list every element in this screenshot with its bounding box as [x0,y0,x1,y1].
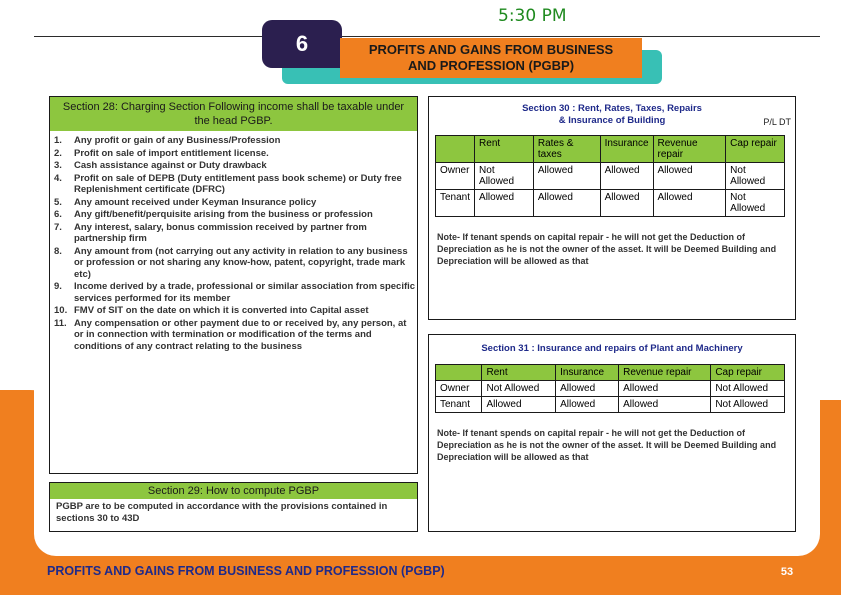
handwritten-time: 5:30 PM [498,6,567,26]
margin-note: P/L DT [763,117,791,127]
list-item: 1. Any profit or gain of any Business/Profession [54,135,281,146]
section29-box [49,482,418,532]
section28-box [49,96,418,474]
section30-note: Note- If tenant spends on capital repair - he will not get the Deduction of Depreciation as he is not the owner of the asset. It will be Deemed Building and Depreciation will be allowed as that [437,232,777,266]
table-header-row: Rent Insurance Revenue repair Cap repair [436,365,785,381]
table-row: Owner Not Allowed Allowed Allowed Not Allowed [436,381,785,397]
chapter-title-line2: AND PROFESSION (PGBP) [407,58,575,73]
section30-table [435,135,785,217]
table-row: Tenant Allowed Allowed Allowed Not Allowed [436,397,785,413]
list-item: 6. Any gift/benefit/perquisite arising from the business or profession [54,209,373,220]
section29-heading: Section 29: How to compute PGBP [50,483,417,499]
table-row: Owner Not Allowed Allowed Allowed Allowed Not Allowed [436,163,785,190]
table-header-row: Rent Rates & taxes Insurance Revenue repair Cap repair [436,136,785,163]
table-row: Tenant Allowed Allowed Allowed Allowed Not Allowed [436,190,785,217]
section29-text: PGBP are to be computed in accordance with the provisions contained in sections 30 to 43D [56,501,388,524]
list-item: 11. Any compensation or other payment due to or received by, any person, at or in connection with termination or modification of the terms and conditions of any contract relating to the business [54,317,407,352]
page-number: 53 [770,562,804,582]
list-item: 2. Profit on sale of import entitlement license. [54,147,269,159]
chapter-title-line1: PROFITS AND GAINS FROM BUSINESS [368,42,614,57]
list-item: 4. Profit on sale of DEPB (Duty entitlement pass book scheme) or Duty free Replenishment certificate (DFRC) [54,172,402,195]
list-item: 10. FMV of SIT on the date on which it is converted into Capital asset [54,305,369,316]
section28-heading: Section 28: Charging Section Following income shall be taxable under the head PGBP. [50,97,417,131]
list-item: 3. Cash assistance against or Duty drawback [54,160,267,171]
list-item: 9. Income derived by a trade, professional or similar association from specific services performed for its member [54,281,416,304]
top-rule [34,36,820,37]
section30-box [428,96,796,320]
list-item: 8. Any amount from (not carrying out any activity in relation to any business or profession or not sharing any know-how, patent, copyright, trade mark etc) [54,245,408,280]
section31-title: Section 31 : Insurance and repairs of Plant and Machinery [481,343,743,354]
chapter-title [340,38,642,78]
list-item: 5. Any amount received under Keyman Insurance policy [54,196,317,208]
chapter-number-badge: 6 [262,20,342,68]
footer-title: PROFITS AND GAINS FROM BUSINESS AND PROFESSION (PGBP) [47,564,445,578]
list-item: 7. Any interest, salary, bonus commission received by partner from partnership firm [54,221,367,244]
section28-list [50,135,417,352]
section30-title: Section 30 : Rent, Rates, Taxes, Repairs & Insurance of Building [522,103,702,126]
section31-table [435,364,785,413]
section31-note: Note- If tenant spends on capital repair - he will not get the Deduction of Depreciation as he is not the owner of the asset. It will be Deemed Building and Depreciation will be allowed as that [437,428,777,462]
section31-box [428,334,796,532]
